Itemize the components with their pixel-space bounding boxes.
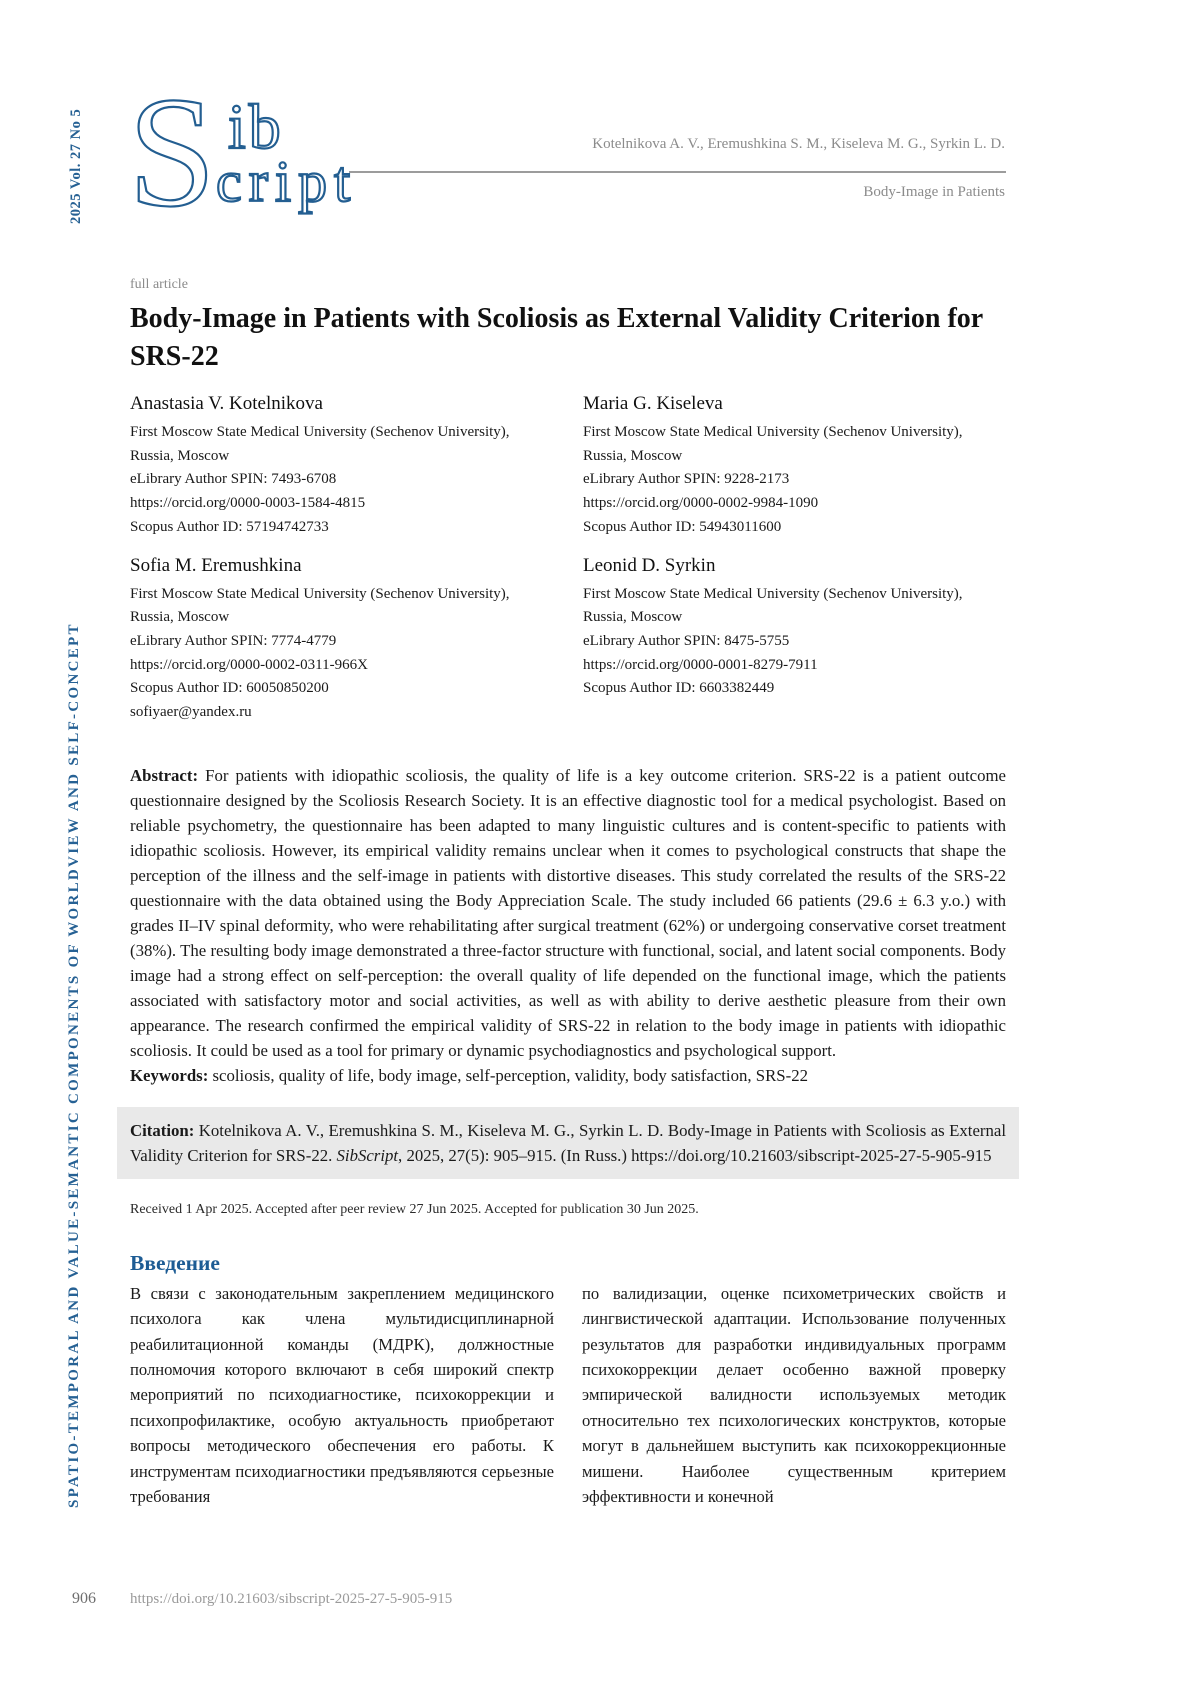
citation-text-pre: Kotelnikova A. V., Eremushkina S. M., Kiseleva M. G., Syrkin L. D. Body-Image in Patients with Scoliosis as External Validity Criterion for SRS-22. <box>130 1120 1006 1165</box>
author-scopus-id: Scopus Author ID: 60050850200 <box>130 680 329 697</box>
author-name: Leonid D. Syrkin <box>583 554 716 576</box>
author-spin: eLibrary Author SPIN: 7774-4779 <box>130 632 337 649</box>
logo-ib: ib <box>228 91 284 162</box>
logo-letter-s: S <box>128 65 216 240</box>
author-scopus-id: Scopus Author ID: 54943011600 <box>583 518 782 535</box>
running-head-authors: Kotelnikova A. V., Eremushkina S. M., Kiseleva M. G., Syrkin L. D. <box>592 136 1005 152</box>
author-block-kotelnikova <box>130 393 553 540</box>
author-affiliation: First Moscow State Medical University (Sechenov University), <box>130 424 510 440</box>
author-name: Anastasia V. Kotelnikova <box>130 393 323 414</box>
issue-volume-label: 2025 Vol. 27 No 5 <box>68 108 84 224</box>
keywords-line <box>130 1063 1006 1088</box>
introduction-column-right: по валидизации, оценке психометрических свойств и лингвистической адаптации. Использование полученных результатов для разработки индивидуальных программ психокоррекции делает особенно важной проверку эмпирической валидности используемых методик относительно тех психологических конструктов, которые могут в дальнейшем выступить как психокоррекционные мишени. Наиболее существенным критерием эффективности и конечной <box>582 1283 1006 1506</box>
author-affiliation: First Moscow State Medical University (Sechenov University), <box>583 585 963 602</box>
author-name: Maria G. Kiseleva <box>583 393 723 414</box>
received-accepted-line: Received 1 Apr 2025. Accepted after peer review 27 Jun 2025. Accepted for publication 30 Jun 2025. <box>130 1201 699 1217</box>
authors-grid <box>130 393 1006 725</box>
author-orcid-url: https://orcid.org/0000-0001-8279-7911 <box>583 656 818 673</box>
author-block-syrkin <box>583 555 1006 725</box>
citation-journal-name: SibScript <box>336 1145 399 1165</box>
citation-block <box>117 1107 1019 1179</box>
author-email: sofiyaer@yandex.ru <box>130 704 252 721</box>
author-name: Sofia M. Eremushkina <box>130 554 302 576</box>
author-scopus-id: Scopus Author ID: 6603382449 <box>583 680 775 697</box>
footer-doi-url: https://doi.org/10.21603/sibscript-2025-27-5-905-915 <box>130 1591 453 1607</box>
header-divider <box>349 171 1006 173</box>
introduction-columns <box>130 1281 1006 1510</box>
keywords-text: scoliosis, quality of life, body image, self-perception, validity, body satisfaction, SRS-22 <box>212 1065 808 1085</box>
sibscript-logo <box>124 65 364 240</box>
author-spin: eLibrary Author SPIN: 9228-2173 <box>583 471 790 488</box>
article-title: Body-Image in Patients with Scoliosis as External Validity Criterion for SRS-22 <box>130 303 983 372</box>
section-rail-label: SPATIO-TEMPORAL AND VALUE-SEMANTIC COMPONENTS OF WORLDVIEW AND SELF-CONCEPT <box>66 622 82 1508</box>
author-orcid-url: https://orcid.org/0000-0003-1584-4815 <box>130 495 366 512</box>
author-block-kiseleva <box>583 393 1006 540</box>
author-orcid-url: https://orcid.org/0000-0002-9984-1090 <box>583 495 819 512</box>
author-spin: eLibrary Author SPIN: 7493-6708 <box>130 471 337 488</box>
article-body <box>130 277 1006 1509</box>
author-location: Russia, Moscow <box>583 447 683 464</box>
introduction-heading: Введение <box>130 1250 220 1275</box>
keywords-label: Keywords: <box>130 1065 209 1085</box>
citation-text-post: , 2025, 27(5): 905–915. (In Russ.) https://doi.org/10.21603/sibscript-2025-27-5-905-915 <box>398 1145 992 1165</box>
author-orcid-url: https://orcid.org/0000-0002-0311-966X <box>130 656 368 673</box>
abstract-text: For patients with idiopathic scoliosis, the quality of life is a key outcome criterion. SRS-22 is a patient outcome questionnaire designed by the Scoliosis Research Society. It is an effective diagnostic tool for a medical psychologist. Based on reliable psychometry, the questionnaire has been adapted to many linguistic cultures and is content-specific to patients with idiopathic scoliosis. However, its empirical validity remains unclear when it comes to psychological constructs that shape the perception of the illness and the self-image in patients with distortive diseases. This study correlated the results of the SRS-22 questionnaire with the data obtained using the Body Appreciation Scale. The study included 66 patients (29.6 ± 6.3 y.o.) with grades II–IV spinal deformity, who were rehabilitating after surgical treatment (62%) or undergoing conservative corset treatment (38%). The resulting body image demonstrated a three-factor structure with functional, social, and latent social components. Body image had a strong effect on self-perception: the overall quality of life depended on the functional image, which the patients associated with satisfactory motor and social activities, as well as with ability to derive aesthetic pleasure from their own appearance. The research confirmed the empirical validity of SRS-22 in relation to the body image in patients with idiopathic scoliosis. It could be used as a tool for primary or dynamic psychodiagnostics and psychological support. <box>130 765 1006 1060</box>
author-affiliation: First Moscow State Medical University (Sechenov University), <box>583 424 963 440</box>
citation-label: Citation: <box>130 1120 195 1140</box>
abstract-paragraph <box>130 763 1006 1063</box>
article-type-label: full article <box>130 277 188 292</box>
logo-cript: cript <box>216 149 358 214</box>
author-spin: eLibrary Author SPIN: 8475-5755 <box>583 632 790 649</box>
author-scopus-id: Scopus Author ID: 57194742733 <box>130 518 329 535</box>
author-affiliation: First Moscow State Medical University (Sechenov University), <box>130 585 510 602</box>
running-head-title: Body-Image in Patients <box>863 184 1005 200</box>
page-number: 906 <box>72 1590 96 1607</box>
abstract-label: Abstract: <box>130 765 199 785</box>
author-location: Russia, Moscow <box>130 609 230 626</box>
author-location: Russia, Moscow <box>583 609 683 626</box>
author-location: Russia, Moscow <box>130 447 230 464</box>
introduction-column-left: В связи с законодательным закреплением медицинского психолога как члена мультидисциплинарной реабилитационной команды (МДРК), должностные полномочия которого включают в себя широкий спектр мероприятий по психодиагностике, психокоррекции и психопрофилактике, особую актуальность приобретают вопросы методического обеспечения его работы. К инструментам психодиагностики предъявляются серьезные требования <box>130 1283 554 1506</box>
author-block-eremushkina <box>130 555 553 725</box>
